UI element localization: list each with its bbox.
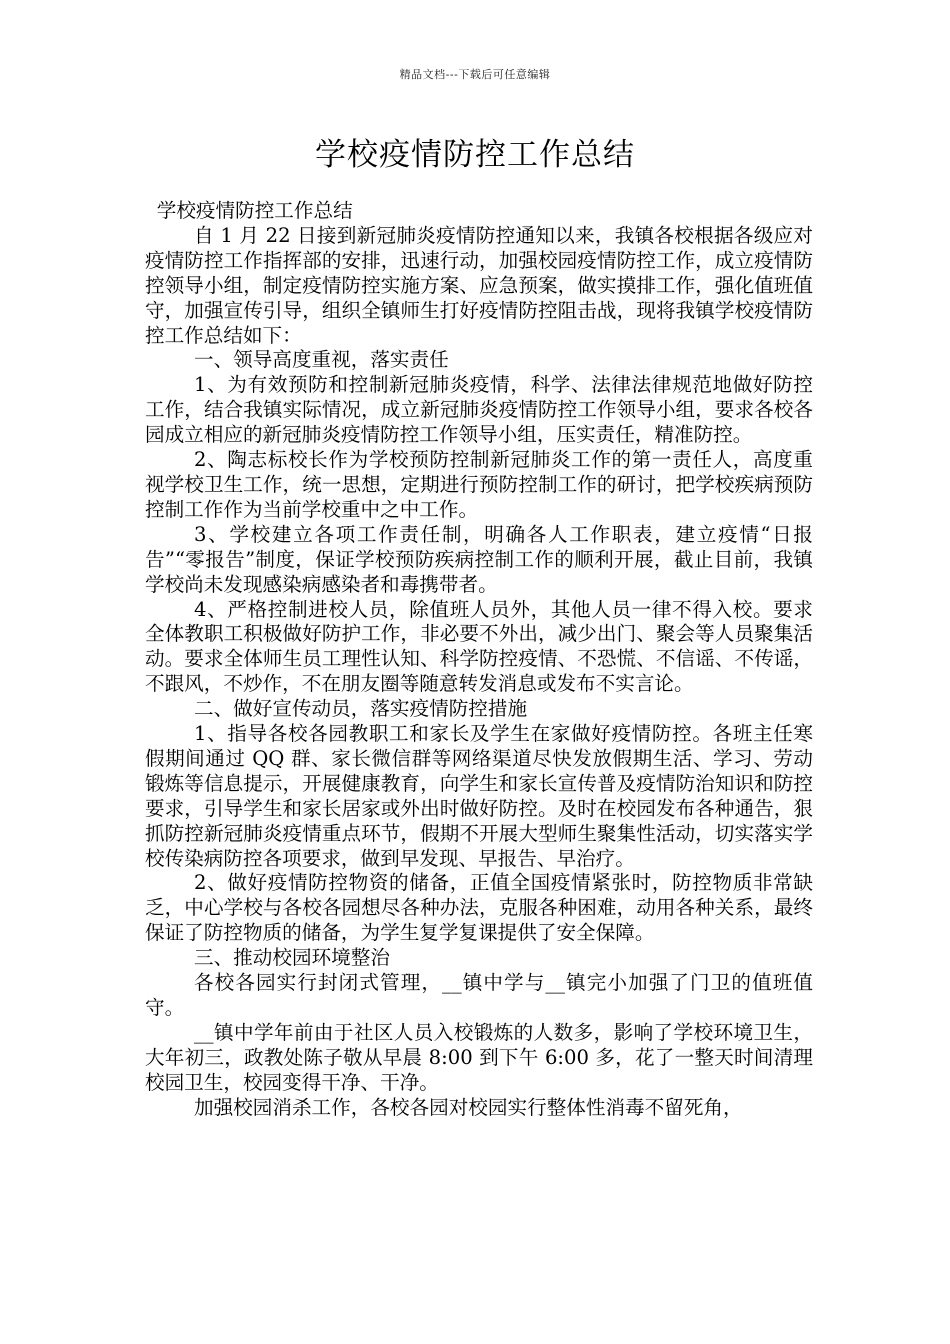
paragraph: 3、学校建立各项工作责任制，明确各人工作职表，建立疫情“日报告”“零报告”制度，保证学校预防疾病控制工作的顺利开展，截止目前，我镇学校尚未发现感染病感染者和毒携带者。 [145,522,813,596]
paragraph: 2、陶志标校长作为学校预防控制新冠肺炎工作的第一责任人，高度重视学校卫生工作，统一思想，定期进行预防控制工作的研讨，把学校疾病预防控制工作作为当前学校重中之中工作。 [145,448,813,521]
document-body [145,199,813,1121]
header-note: 精品文档---下载后可任意编辑 [399,68,551,81]
document-title: 学校疫情防控工作总结 [315,137,635,173]
intro-paragraph: 自 1 月 22 日接到新冠肺炎疫情防控通知以来，我镇各校根据各级应对疫情防控工作指挥部的安排，迅速行动，加强校园疫情防控工作，成立疫情防控领导小组，制定疫情防控实施方案、应急预案，做实摸排工作，强化值班值守，加强宣传引导，组织全镇师生打好疫情防控阻击战，现将我镇学校疫情防控工作总结如下： [145,223,813,347]
section-heading-1: 一、领导高度重视，落实责任 [194,348,449,372]
paragraph: 4、严格控制进校人员，除值班人员外，其他人员一律不得入校。要求全体教职工积极做好防护工作，非必要不外出，减少出门、聚会等人员聚集活动。要求全体师生员工理性认知、科学防控疫情、不恐慌、不信谣、不传谣，不跟风，不炒作，不在朋友圈等随意转发消息或发布不实言论。 [145,597,813,696]
paragraph: 各校各园实行封闭式管理，__镇中学与__镇完小加强了门卫的值班值守。 [145,971,813,1019]
body-subtitle: 学校疫情防控工作总结 [156,199,353,222]
section-heading-3: 三、推动校园环境整治 [194,946,390,970]
paragraph: __镇中学年前由于社区人员入校锻炼的人数多，影响了学校环境卫生，大年初三，政教处陈子敬从早晨 8:00 到下午 6:00 多，花了一整天时间清理校园卫生，校园变得干净、干净。 [145,1020,813,1094]
paragraph: 1、指导各校各园教职工和家长及学生在家做好疫情防控。各班主任寒假期间通过 QQ 群、家长微信群等网络渠道尽快发放假期生活、学习、劳动锻炼等信息提示，开展健康教育，向学生和家长宣传普及疫情防治知识和防控要求，引导学生和家长居家或外出时做好防控。及时在校园发布各种通告，狠抓防控新冠肺炎疫情重点环节，假期不开展大型师生聚集性活动，切实落实学校传染病防控各项要求，做到早发现、早报告、早治疗。 [145,722,813,870]
paragraph: 2、做好疫情防控物资的储备，正值全国疫情紧张时，防控物质非常缺乏，中心学校与各校各园想尽各种办法，克服各种困难，动用各种关系，最终保证了防控物质的储备，为学生复学复课提供了安全保障。 [145,871,813,945]
paragraph: 1、为有效预防和控制新冠肺炎疫情，科学、法律法律规范地做好防控工作，结合我镇实际情况，成立新冠肺炎疫情防控工作领导小组，要求各校各园成立相应的新冠肺炎疫情防控工作领导小组，压实责任，精准防控。 [145,373,813,447]
paragraph: 加强校园消杀工作，各校各园对校园实行整体性消毒不留死角， [194,1095,743,1119]
section-heading-2: 二、做好宣传动员，落实疫情防控措施 [194,697,528,721]
